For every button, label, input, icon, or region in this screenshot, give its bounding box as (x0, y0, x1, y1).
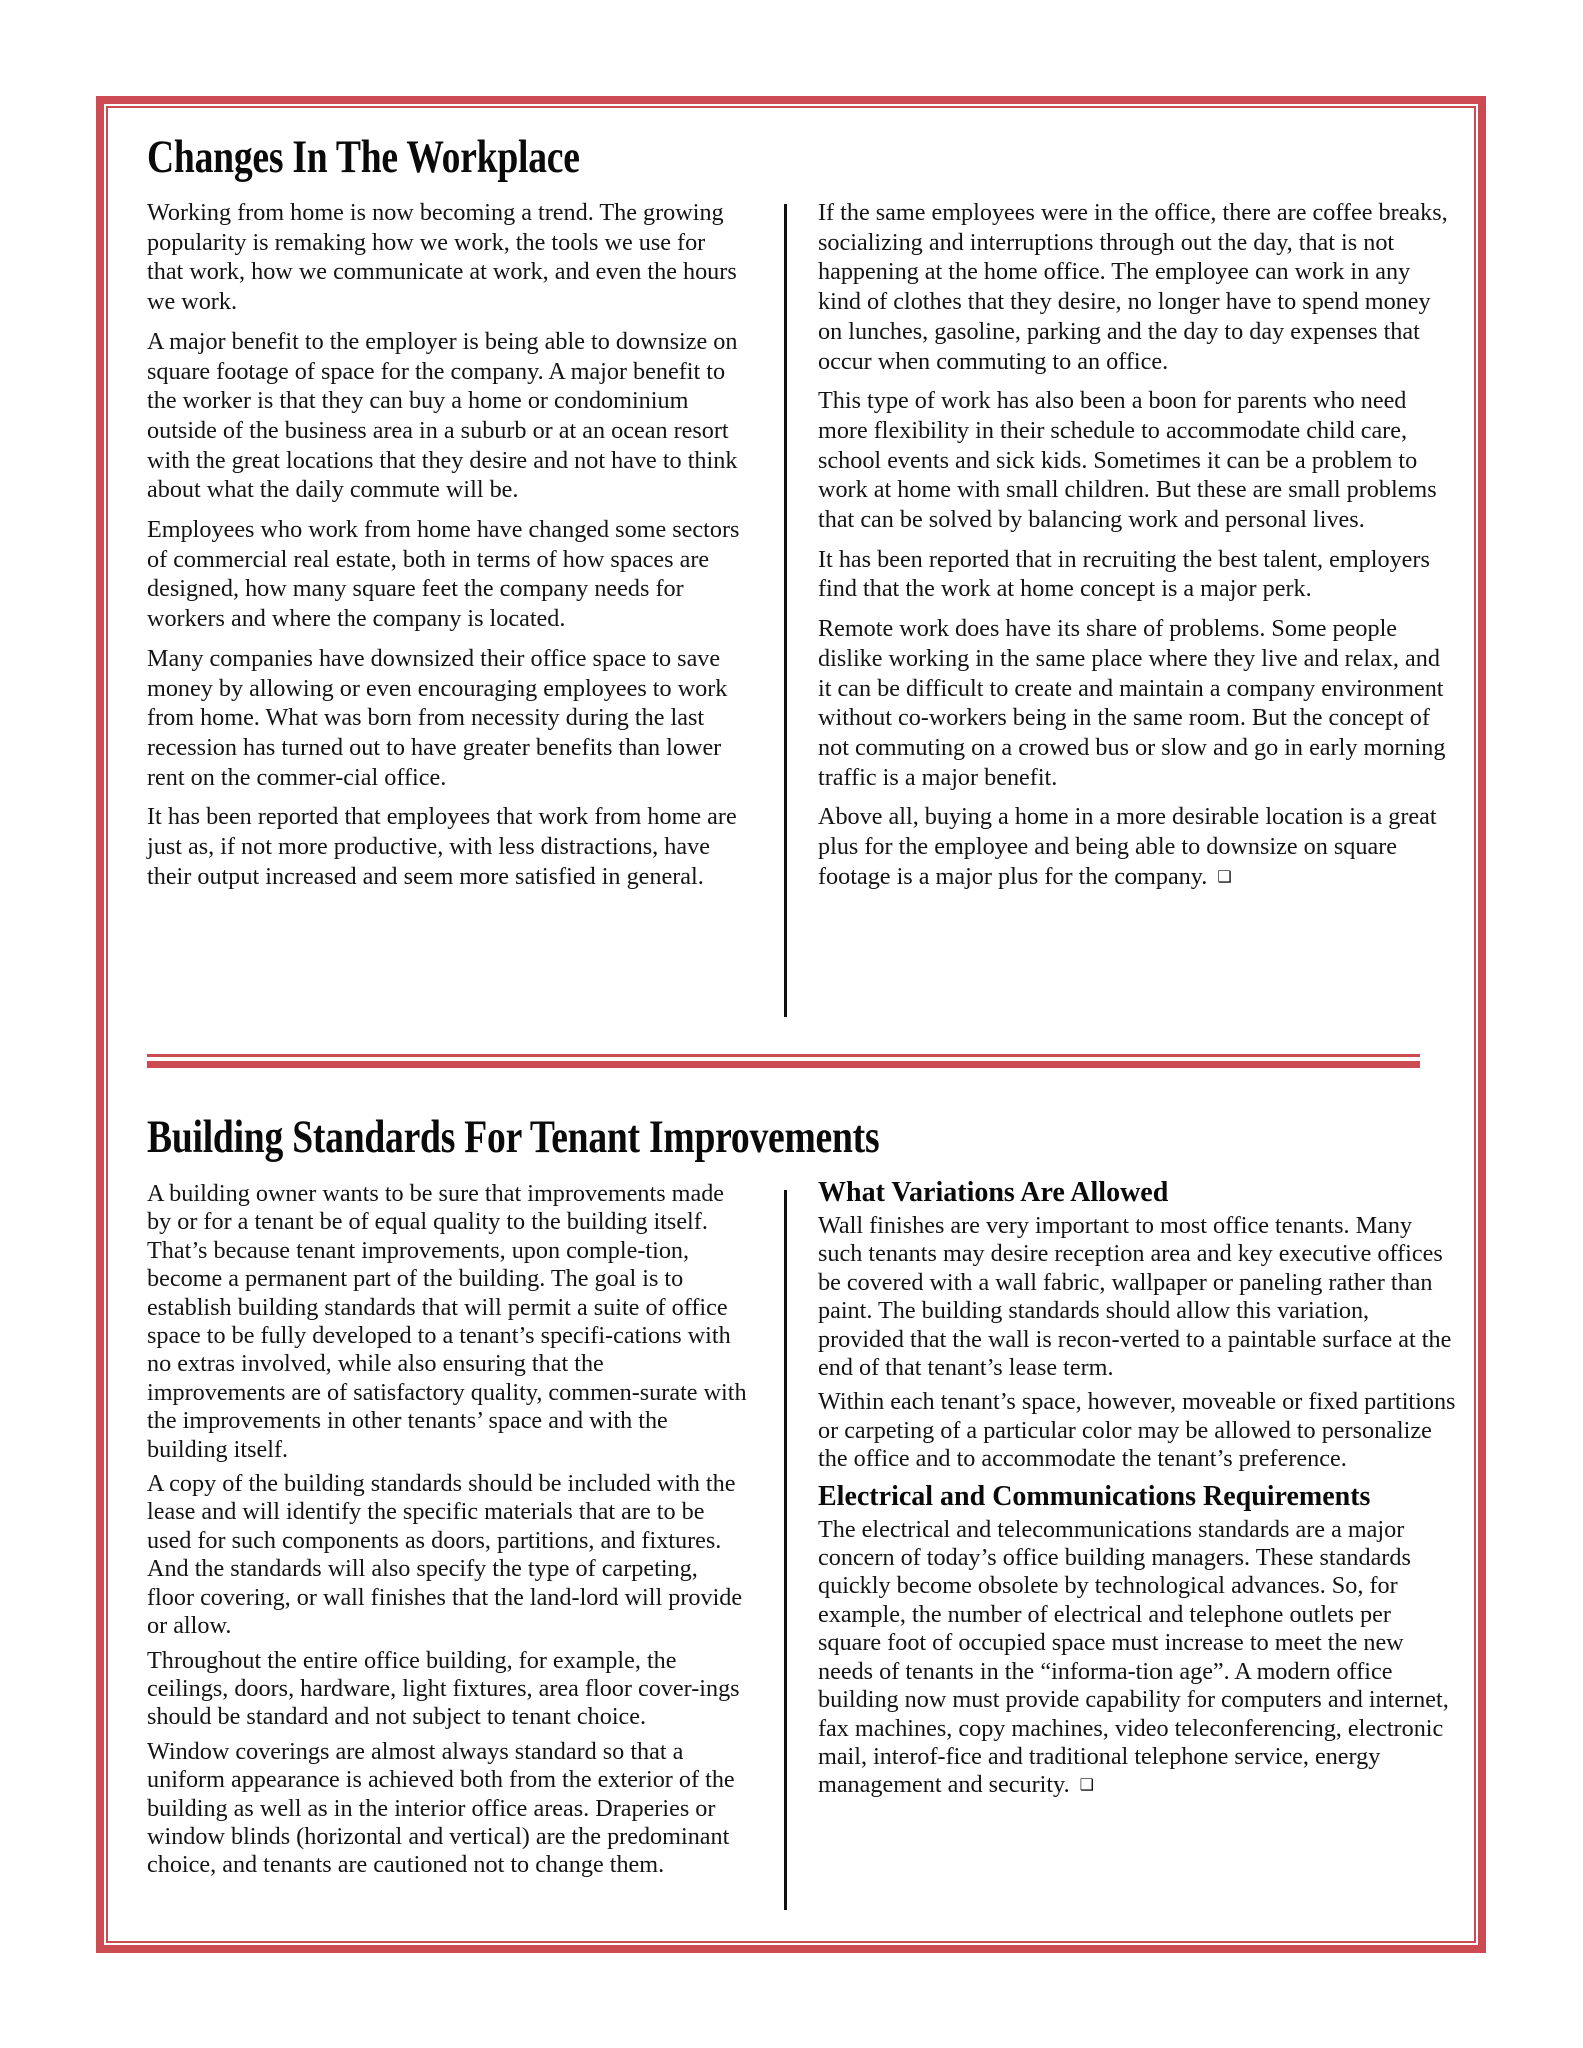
paragraph: Working from home is now becoming a trend. The growing popularity is remaking how we work, the tools we use for that work, how we communicate at work, and even the hours we work. (147, 199, 737, 316)
paragraph: A building owner wants to be sure that improvements made by or for a tenant be of equal quality to the building itself. That’s because tenant improvements, upon comple-tion, become a permanent part of the building. The goal is to establish building standards that will permit a suite of office space to be fully developed to a tenant’s specifi-cations with no extras involved, while also ensuring that the improvements are of satisfactory quality, commen-surate with the improvements in other tenants’ space and with the building itself. (147, 1180, 747, 1463)
paragraph: A major benefit to the employer is being able to downsize on square footage of space for the company. A major benefit to the worker is that they can buy a home or condominium outside of the business area in a suburb or at an ocean resort with the great locations that they desire and not have to think about what the daily commute will be. (147, 327, 738, 504)
article-title: Building Standards For Tenant Improvements (147, 1111, 880, 1163)
column-divider (784, 1190, 787, 1910)
article1-left-column (147, 198, 747, 901)
article2-left-column (147, 1180, 747, 1886)
paragraph: If the same employees were in the office, there are coffee breaks, socializing and interruptions through out the day, that is not happening at the home office. The employee can work in any kind of clothes that they desire, no longer have to spend money on lunches, gasoline, parking and the day to day expenses that occur when commuting to an office. (818, 199, 1448, 375)
paragraph: Remote work does have its share of problems. Some people dislike working in the same place where they live and relax, and it can be difficult to create and maintain a company environment without co-workers being in the same room. But the concept of not commuting on a crowed bus or slow and go in early morning traffic is a major benefit. (818, 615, 1446, 791)
paragraph: Throughout the entire office building, for example, the ceilings, doors, hardware, light fixtures, area floor cover-ings should be standard and not subject to tenant choice. (147, 1646, 740, 1731)
paragraph-last: Above all, buying a home in a more desirable location is a great plus for the employee and being able to downsize on square footage is a major plus for the company. ❑ (818, 803, 1437, 890)
paragraph: It has been reported that in recruiting the best talent, employers find that the work at home concept is a major perk. (818, 545, 1430, 603)
end-of-article-icon: ❑ (1079, 1777, 1094, 1795)
paragraph: This type of work has also been a boon for parents who need more flexibility in their schedule to accommodate child care, school events and sick kids. Sometimes it can be a problem to work at home with small children. But these are small problems that can be solved by balancing work and personal lives. (818, 387, 1437, 534)
article-title: Changes In The Workplace (147, 131, 580, 183)
column-divider (784, 204, 787, 1017)
paragraph: A copy of the building standards should be included with the lease and will identify the specific materials that are to be used for such components as doors, partitions, and fixtures. And the standards will also specify the type of carpeting, floor covering, or wall finishes that the land-lord will provide or allow. (147, 1470, 743, 1640)
paragraph: It has been reported that employees that work from home are just as, if not more productive, with less distractions, have their output increased and seem more satisfied in general. (147, 803, 737, 890)
paragraph: Window coverings are almost always standard so that a uniform appearance is achieved both from the exterior of the building as well as in the interior office areas. Draperies or window blinds (horizontal and vertical) are the predominant choice, and tenants are cautioned not to change them. (147, 1737, 735, 1879)
paragraph: Within each tenant’s space, however, moveable or fixed partitions or carpeting of a particular color may be allowed to personalize the office and to accommodate the tenant’s preference. (818, 1388, 1456, 1473)
section-divider-thick (147, 1061, 1420, 1068)
paragraph: Many companies have downsized their office space to save money by allowing or even encouraging employees to work from home. What was born from necessity during the last recession has turned out to have greater benefits than lower rent on the commer-cial office. (147, 644, 728, 791)
end-of-article-icon: ❑ (1217, 868, 1232, 886)
subheading-electrical: Electrical and Communications Requirements (818, 1480, 1371, 1512)
paragraph: Wall finishes are very important to most office tenants. Many such tenants may desire reception area and key executive offices be covered with a wall fabric, wallpaper or paneling rather than paint. The building standards should allow this variation, provided that the wall is recon-verted to a paintable surface at the end of that tenant’s lease term. (818, 1212, 1452, 1382)
paragraph-last: The electrical and telecommunications standards are a major concern of today’s office building managers. These standards quickly become obsolete by technological advances. So, for example, the number of electrical and telephone outlets per square foot of occupied space must increase to meet the new needs of tenants in the “informa-tion age”. A modern office building now must provide capability for computers and internet, fax machines, copy machines, video teleconferencing, electronic mail, interof-fice and traditional telephone service, energy management and security. ❑ (818, 1515, 1449, 1799)
paragraph: Employees who work from home have changed some sectors of commercial real estate, both in terms of how spaces are designed, how many square feet the company needs for workers and where the company is located. (147, 516, 740, 633)
section-divider-thin (147, 1054, 1420, 1057)
subheading-variations: What Variations Are Allowed (818, 1177, 1169, 1208)
article2-right-column (818, 1176, 1458, 1807)
article1-right-column (818, 198, 1458, 902)
